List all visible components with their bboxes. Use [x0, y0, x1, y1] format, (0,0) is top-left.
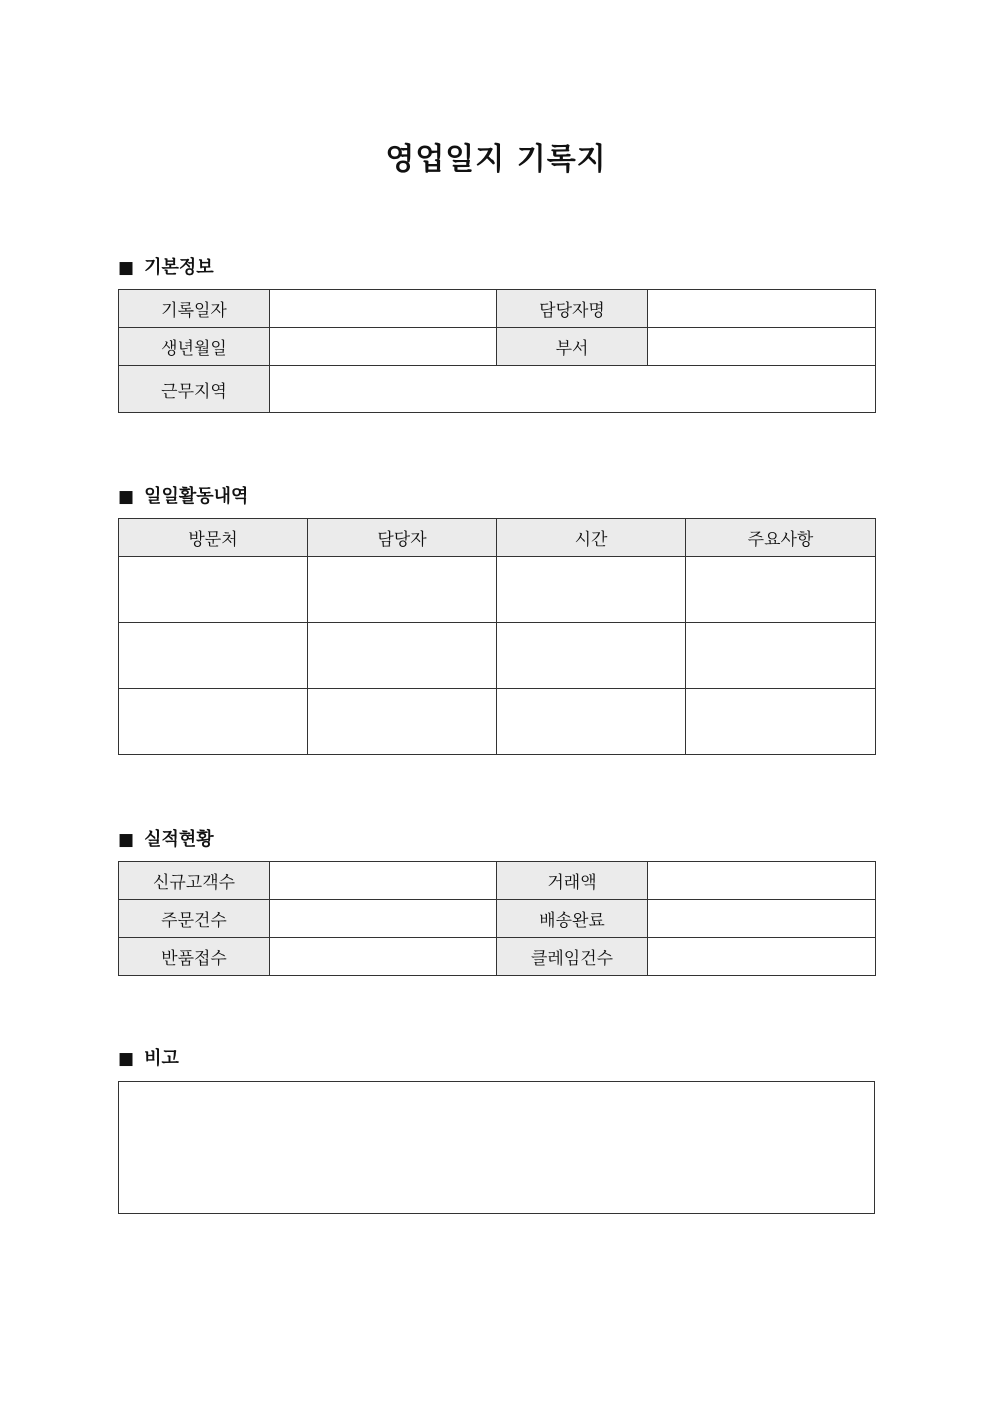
delivered-field[interactable]	[648, 900, 876, 938]
section-performance-title: 실적현황	[144, 829, 214, 850]
square-bullet-icon: ■	[118, 487, 135, 507]
column-header-contact: 담당자	[308, 519, 497, 557]
label-birthdate: 생년월일	[119, 328, 270, 366]
contact-cell[interactable]	[308, 689, 497, 755]
label-department: 부서	[497, 328, 648, 366]
table-row	[119, 623, 876, 689]
birthdate-field[interactable]	[270, 328, 497, 366]
activity-table	[118, 518, 876, 755]
label-returns: 반품접수	[119, 938, 270, 976]
returns-field[interactable]	[270, 938, 497, 976]
section-basic-title: 기본정보	[144, 257, 214, 278]
manager-field[interactable]	[648, 290, 876, 328]
column-header-time: 시간	[497, 519, 686, 557]
basic-info-table	[118, 289, 876, 413]
square-bullet-icon: ■	[118, 830, 135, 850]
section-activity-title: 일일활동내역	[144, 486, 249, 507]
work-area-field[interactable]	[270, 366, 876, 413]
notes-box[interactable]	[118, 1081, 875, 1214]
key-points-cell[interactable]	[686, 557, 876, 623]
claims-field[interactable]	[648, 938, 876, 976]
performance-table	[118, 861, 876, 976]
time-cell[interactable]	[497, 689, 686, 755]
label-new-customers: 신규고객수	[119, 862, 270, 900]
label-transaction-amount: 거래액	[497, 862, 648, 900]
department-field[interactable]	[648, 328, 876, 366]
page-title: 영업일지 기록지	[385, 142, 607, 177]
square-bullet-icon: ■	[118, 258, 135, 278]
key-points-cell[interactable]	[686, 623, 876, 689]
contact-cell[interactable]	[308, 557, 497, 623]
section-notes-title: 비고	[144, 1048, 179, 1069]
section-basic-heading	[118, 253, 214, 279]
section-performance-heading	[118, 825, 214, 851]
label-record-date: 기록일자	[119, 290, 270, 328]
label-manager: 담당자명	[497, 290, 648, 328]
section-notes-heading	[118, 1044, 179, 1070]
key-points-cell[interactable]	[686, 689, 876, 755]
transaction-amount-field[interactable]	[648, 862, 876, 900]
section-activity-heading	[118, 482, 248, 508]
orders-field[interactable]	[270, 900, 497, 938]
table-row	[119, 557, 876, 623]
time-cell[interactable]	[497, 623, 686, 689]
column-header-visit-place: 방문처	[119, 519, 308, 557]
new-customers-field[interactable]	[270, 862, 497, 900]
record-date-field[interactable]	[270, 290, 497, 328]
visit-place-cell[interactable]	[119, 689, 308, 755]
square-bullet-icon: ■	[118, 1049, 135, 1069]
visit-place-cell[interactable]	[119, 623, 308, 689]
label-claims: 클레임건수	[497, 938, 648, 976]
label-orders: 주문건수	[119, 900, 270, 938]
label-work-area: 근무지역	[119, 366, 270, 413]
visit-place-cell[interactable]	[119, 557, 308, 623]
label-delivered: 배송완료	[497, 900, 648, 938]
table-row	[119, 689, 876, 755]
column-header-key-points: 주요사항	[686, 519, 876, 557]
contact-cell[interactable]	[308, 623, 497, 689]
time-cell[interactable]	[497, 557, 686, 623]
